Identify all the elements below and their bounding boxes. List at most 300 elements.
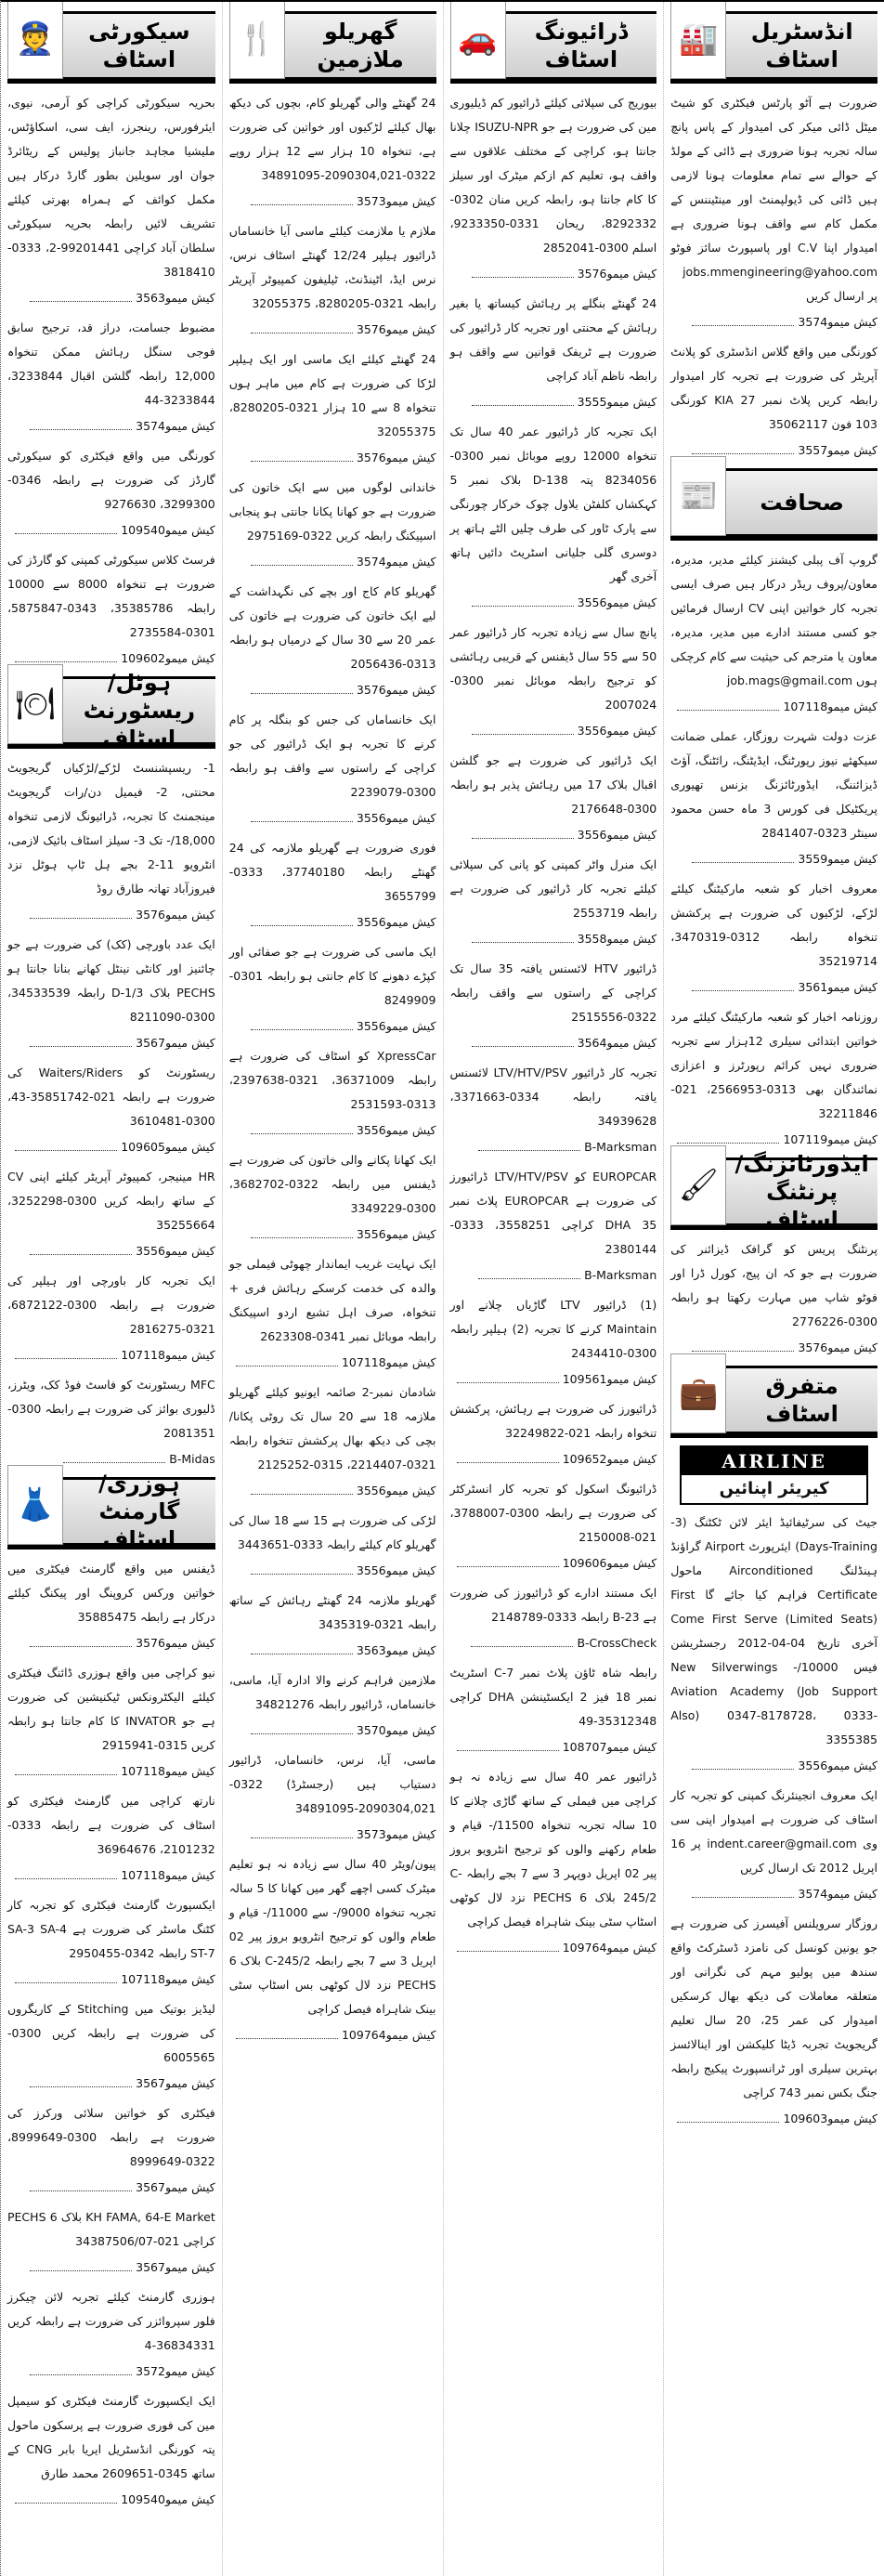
cash-memo <box>229 318 436 342</box>
cash-memo <box>670 2107 878 2131</box>
dotted-leader <box>30 1632 132 1647</box>
cash-memo <box>670 1754 878 1778</box>
classified-ad-text: 1- ریسپشنسٹ لڑکے/لڑکیاں گریجویٹ محنتی، 2- فیمیل دن/رات گریجویٹ مینجمنٹ کا تجربہ، ڈرائیونگ لازمی تنخواہ 18,000/- تک 3- سیلز اسٹاف بائیک لازمی، انٹرویو 11-2 بجے ہل ٹاپ ہوٹل نزد فیروزآباد تھانہ طارق روڈ <box>7 761 215 896</box>
cash-memo-number: 3576 <box>136 1636 165 1650</box>
classified-ad-text: ایکسپورٹ گارمنٹ فیکٹری کو تجربہ کار کٹنگ ماسٹر کی ضرورت ہے SA-3 SA-4 ST-7 رابطہ 0342-2950455 <box>7 1898 215 1960</box>
cash-memo-number: 3557 <box>798 443 828 457</box>
cash-memo-label: کیش میمو <box>164 2260 215 2274</box>
cash-memo-number: 3556 <box>356 1484 386 1497</box>
cash-memo <box>229 1118 436 1143</box>
cash-memo <box>7 1239 215 1263</box>
dotted-leader <box>478 1264 580 1279</box>
cash-memo-label: کیش میمو <box>827 1340 878 1354</box>
cash-memo <box>229 1719 436 1743</box>
dotted-leader <box>63 1448 165 1463</box>
classified-column <box>663 2 884 2576</box>
cash-memo-number: B-Marksman <box>584 1140 657 1154</box>
dotted-leader <box>457 1937 559 1952</box>
cash-memo-label: کیش میمو <box>606 1556 657 1570</box>
cash-memo-number: 109602 <box>121 651 165 665</box>
cash-memo-label: کیش میمو <box>164 1764 215 1778</box>
cash-memo <box>7 2256 215 2280</box>
cash-memo-label: کیش میمو <box>164 291 215 305</box>
cash-memo <box>7 414 215 438</box>
classified-ad-text: ڈیفنس میں واقع گارمنٹ فیکٹری میں خواتین ورکس کروپنگ اور پیکنگ کیلئے درکار ہے رابطہ 35885475 <box>7 1562 215 1624</box>
cash-memo <box>450 1135 657 1159</box>
cash-memo-label: کیش میمو <box>385 915 436 929</box>
section-title: گھریلو ملازمین <box>317 19 404 72</box>
classified-ad-text: 24 گھنٹے والی گھریلو کام، بچوں کی دیکھ بھال کیلئے لڑکیوں اور خواتین کی ضرورت ہے، تنخواہ 10 ہزار سے 12 ہزار روپے 0322-2090304,021-34891095 <box>228 96 436 182</box>
cash-memo <box>229 678 436 702</box>
cash-memo <box>7 518 215 543</box>
cash-memo-label: کیش میمو <box>606 724 657 738</box>
dotted-leader <box>251 1015 353 1030</box>
cash-memo-number: 107118 <box>121 1348 165 1362</box>
cash-memo-number: 107119 <box>783 1132 828 1146</box>
cash-memo-label: کیش میمو <box>164 523 215 537</box>
cash-memo-label: کیش میمو <box>164 1036 215 1050</box>
cash-memo-number: 3576 <box>798 1340 828 1354</box>
cash-memo-label: کیش میمو <box>606 1941 657 1955</box>
cash-memo-label: کیش میمو <box>827 315 878 329</box>
classified-ad-text: ایک تجربہ کار ڈرائیور عمر 40 سال تک تنخواہ 12000 روپے موبائل نمبر 0300-8234056 پتہ D-138 بلاک نمبر 5 کہکشاں کلفٹن بلاول چوک خرکار چورنگی سے پارک ٹاور کی طرف چلیں الٹے ہاتھ پر دوسری گلی جلیانی اسٹریٹ دائیں ہاتھ آخری گھر <box>449 425 657 583</box>
cash-memo-number: 3556 <box>136 1244 165 1258</box>
dotted-leader <box>692 976 794 991</box>
cash-memo-label: کیش میمو <box>164 908 215 922</box>
cash-memo <box>229 1639 436 1663</box>
dotted-leader <box>478 1136 580 1151</box>
dotted-leader <box>15 519 117 534</box>
section-title: ایڈورٹائزنگ/ پرنٹنگ اسٹاف <box>734 1151 869 1233</box>
cash-memo-number: 109605 <box>121 1140 165 1154</box>
cash-memo-label: کیش میمو <box>385 2028 436 2042</box>
cash-memo-label: کیش میمو <box>164 651 215 665</box>
cash-memo-label: کیش میمو <box>827 443 878 457</box>
classified-ad-text: شادمان نمبر-2 صائمہ ایونیو کیلئے گھریلو ملازمہ 18 سے 20 سال تک روٹی پکانا/بچی کی دیکھ بھال پرکشش تنخواہ رابطہ 0321-2214407، 0315-2125252 <box>228 1385 436 1471</box>
section-header <box>670 11 878 84</box>
classified-ad-text: روزگار سرویلنس آفیسرز کی ضرورت ہے جو یونین کونسل کی نامزد ڈسٹرکٹ واقع سندھ میں پولیو مہم کی نگرانی اور متعلقہ معاملات کی دیکھ بھال کرسکیں امیدوار کی عمر 25، 20 سال تعلیم گریجویٹ تجربہ ڈیٹا کلیکشن اور اینالائسز بہترین سیلری اور ٹرانسپورٹ پیکیج رابطہ جنگ بکس نمبر 743 کراچی <box>670 1916 878 2099</box>
cash-memo-number: 109540 <box>121 2492 165 2506</box>
cash-memo <box>670 310 878 334</box>
dotted-leader <box>472 592 574 607</box>
classified-ad-text: HR مینیجر، کمپیوٹر آپریٹر کیلئے اپنی CV کے ساتھ رابطہ کریں 0300-3252298، 35255664 <box>7 1170 215 1232</box>
cash-memo <box>450 1631 657 1655</box>
cash-memo-label: کیش میمو <box>164 1348 215 1362</box>
classified-ad-text: ضرورت ہے آٹو پارٹس فیکٹری کو شیٹ میٹل ڈائی میکر کی امیدوار کے پاس پانچ سالہ تجربہ ہونا ضروری ہے ڈائی کے مولڈ کے حوالے سے تمام معلومات ہونا لازمی ہیں ڈائی کی ڈیولپمنٹ اور مینٹیننس کے مکمل کام سے واقف ہونا ضروری ہے امیدوار اپنا C.V اور پاسپورٹ سائز فوٹو jobs.mmengineering@yahoo.com پر ارسال کریں <box>670 96 878 303</box>
cash-memo-number: 3556 <box>798 1759 828 1772</box>
cash-memo-number: 107118 <box>341 1355 386 1369</box>
dotted-leader <box>677 2108 779 2123</box>
classified-ad-text: گھریلو کام کاج اور بچے کی نگہداشت کے لیے ایک خاتون کی ضرورت ہے خاتون کی عمر 20 سے 30 سال کے درمیاں ہو رابطہ 0313-2056436 <box>228 584 436 671</box>
cash-memo <box>450 1367 657 1392</box>
dotted-leader <box>251 1720 353 1734</box>
section-title: ہوٹل/ ریسٹورنٹ اسٹاف <box>83 670 196 752</box>
dotted-leader <box>677 696 779 711</box>
cash-memo-label: کیش میمو <box>385 555 436 569</box>
cash-memo-number: 109652 <box>562 1452 607 1466</box>
dotted-leader <box>30 904 132 919</box>
cash-memo-label: کیش میمو <box>827 1887 878 1901</box>
classified-ad-text: ایک خانساماں کی جس کو بنگلہ پر کام کرنے کا تجربہ ہو ایک ڈرائیور کی جو کراچی کے راستوں سے واقف ہو رابطہ 0300-2239079 <box>228 713 436 799</box>
dotted-leader <box>251 1560 353 1575</box>
cash-memo <box>450 1447 657 1471</box>
dotted-leader <box>30 2360 132 2375</box>
section-title: صحافت <box>760 490 844 516</box>
cash-memo <box>229 1479 436 1503</box>
cash-memo-number: 109603 <box>783 2112 828 2125</box>
cash-memo-number: 109764 <box>341 2028 386 2042</box>
cash-memo <box>229 1351 436 1375</box>
cash-memo-number: B-Midas <box>169 1452 215 1466</box>
dotted-leader <box>692 848 794 863</box>
cash-memo-label: کیش میمو <box>164 1636 215 1650</box>
cash-memo-label: کیش میمو <box>606 1740 657 1754</box>
dotted-leader <box>472 263 574 278</box>
cash-memo-label: کیش میمو <box>164 1868 215 1882</box>
classified-ad-text: ڈرائیونگ اسکول کو تجربہ کار انسٹرکٹر کی ضرورت ہے رابطہ 0300-3788007، 021-2150008 <box>449 1482 657 1544</box>
cash-memo-label: کیش میمو <box>606 828 657 842</box>
cash-memo-number: 3574 <box>136 419 165 433</box>
cash-memo-label: کیش میمو <box>385 322 436 336</box>
cash-memo <box>7 1759 215 1784</box>
cash-memo-number: 109606 <box>562 1556 607 1570</box>
cash-memo <box>450 823 657 847</box>
classified-ad-text: خاندانی لوگوں میں سے ایک خاتون کی ضرورت ہے جو کھانا پکانا جانتی ہو پنجابی اسپیکنگ رابطہ کریں 0322-2975169 <box>228 480 436 543</box>
cash-memo-label: کیش میمو <box>385 1723 436 1737</box>
dotted-leader <box>251 1480 353 1495</box>
section-title: متفرق اسٹاف <box>765 1373 838 1427</box>
dotted-leader <box>251 1640 353 1654</box>
cash-memo <box>229 2023 436 2047</box>
dotted-leader <box>30 1032 132 1047</box>
dotted-leader <box>30 2256 132 2271</box>
cash-memo <box>229 550 436 574</box>
cash-memo <box>670 695 878 719</box>
dotted-leader <box>692 1755 794 1770</box>
classified-ad-text: فوری ضرورت ہے گھریلو ملازمہ کی 24 گھنٹے رابطہ 37740180، 0333-3655799 <box>228 841 436 903</box>
cash-memo-number: 3561 <box>798 980 828 994</box>
dotted-leader <box>251 679 353 694</box>
classified-column <box>222 2 443 2576</box>
cash-memo <box>229 1014 436 1039</box>
cash-memo <box>7 286 215 310</box>
classified-ad-text: 24 گھنٹے کیلئے ایک ماسی اور ایک ہیلپر لڑکا کی ضرورت ہے کام میں ماہر ہوں تنخواہ 8 سے 10 ہزار 0321-8280205، 32055375 <box>228 352 436 438</box>
cash-memo-number: 3567 <box>136 2260 165 2274</box>
dotted-leader <box>692 1337 794 1352</box>
cash-memo-label: کیش میمو <box>164 2076 215 2090</box>
cash-memo-label: کیش میمو <box>827 980 878 994</box>
dotted-leader <box>15 1864 117 1879</box>
dotted-leader <box>30 287 132 302</box>
cash-memo-label: کیش میمو <box>164 1244 215 1258</box>
car-key-icon: 🚗 <box>450 2 506 79</box>
cash-memo <box>450 1936 657 1960</box>
cash-memo <box>7 1135 215 1159</box>
dotted-leader <box>472 720 574 735</box>
cash-memo-label: کیش میمو <box>827 2112 878 2125</box>
classified-ad-text: MFC ریسٹورنٹ کو فاسٹ فوڈ کک، ویٹرز، ڈلیوری بوائز کی ضرورت ہے رابطہ 0300-2081351 <box>7 1378 215 1440</box>
cash-memo-number: 3555 <box>577 395 607 409</box>
section-header <box>229 11 436 84</box>
cash-memo <box>229 1823 436 1847</box>
classified-ad-text: ملازم یا ملازمت کیلئے ماسی آیا خانساماں ڈرائیور ہیلپر 12/24 گھنٹے اسٹاف نرس، نرس ایڈ، اٹینڈنٹ، ٹیلیفون کمپیوٹر آپریٹر رابطہ 0321-8280205، 32055375 <box>228 224 436 310</box>
cash-memo-label: کیش میمو <box>385 451 436 464</box>
dotted-leader <box>457 1736 559 1751</box>
classified-ad-text: لڑکی کی ضرورت ہے 15 سے 18 سال کی گھریلو کام کیلئے رابطہ 0333-3443651 <box>228 1513 436 1551</box>
cash-memo <box>670 975 878 1000</box>
classified-ad-text: ماسی، آیا، نرس، خانساماں، ڈرائیور دستیاب ہیں (رجسٹرڈ) 0322-2090304,021-34891095 <box>228 1753 436 1815</box>
classified-ad-text: ریسٹورنٹ کو Waiters/Riders کی ضرورت ہے رابطہ 021-35851742-43، 0300-3610481 <box>7 1066 215 1128</box>
cash-memo <box>7 2488 215 2512</box>
dotted-leader <box>251 447 353 462</box>
dotted-leader <box>15 1760 117 1775</box>
dotted-leader <box>236 2024 338 2039</box>
classified-ad-text: ایک معروف انجینئرنگ کمپنی کو تجربہ کار اسٹاف کی ضرورت ہے امیدوار اپنی سی وی indent.career@gmail.com پر 16 اپریل 2012 تک ارسال کریں <box>670 1788 878 1875</box>
banner-title: AIRLINE <box>682 1447 866 1475</box>
cash-memo <box>7 1863 215 1888</box>
dotted-leader <box>30 1240 132 1255</box>
cash-memo-label: کیش میمو <box>385 1123 436 1137</box>
cash-memo-number: 3576 <box>356 451 386 464</box>
dotted-leader <box>457 1368 559 1383</box>
classified-ad-text: کورنگی میں واقع فیکٹری کو سیکورٹی گارڈز کی ضرورت ہے رابطہ 0346-3299300، 9276630 <box>7 449 215 511</box>
classified-ad-text: ڈرائیور عمر 40 سال سے زیادہ نہ ہو کراچی میں فیملی کے ساتھ گاڑی چلانے کا 10 سالہ تجربہ تنخواہ 11500/- قیام و طعام رکھنے والوں کو ترجیح انٹرویو بروز پیر 02 اپریل دوپہر 3 سے 7 بجے رابطہ C-245/2 بلاک 6 PECHS نزد لال کوٹھی اسٹاپ سٹی بینک شاہراہ فیصل کراچی <box>449 1770 657 1929</box>
classified-ad-text: فیکٹری کو خواتین سلائی ورکرز کی ضرورت ہے رابطہ 0300-8999649، 0322-8999649 <box>7 2106 215 2168</box>
cash-memo <box>7 1343 215 1367</box>
dotted-leader <box>251 1223 353 1238</box>
section-header <box>670 1366 878 1438</box>
cash-memo <box>229 806 436 830</box>
dotted-leader <box>236 1352 338 1366</box>
classified-ad-text: ایک ڈرائیور کی ضرورت ہے جو گلشن اقبال بلاک 17 میں رہائش پذیر ہو رابطہ 0300-2176648 <box>449 753 657 816</box>
classified-ad-text: نیو کراچی میں واقع ہوزری ڈائنگ فیکٹری کیلئے الیکٹرونکس ٹیکنیشین کی ضرورت ہے جو INVATOR کا کام جانتا ہو رابطہ کریں 0315-2915941 <box>7 1666 215 1752</box>
classified-column <box>1 2 222 2576</box>
cash-memo-number: 3563 <box>136 291 165 305</box>
classified-ad-text: ایک تجربہ کار باورچی اور ہیلپر کی ضرورت ہے رابطہ 0300-6872122، 0321-2816275 <box>7 1274 215 1336</box>
cash-memo <box>229 190 436 214</box>
dotted-leader <box>457 1448 559 1463</box>
cash-memo-number: B-Marksman <box>584 1268 657 1282</box>
classified-ad-text: گروپ آف پبلی کیشنز کیلئے مدیر، مدیرہ، معاون/پروف ریڈر درکار ہیں صرف ایسی تجربہ کار خواتین اپنی CV ارسال فرمائیں جو کسی مستند ادارے میں مدیر، مدیرہ، معاون یا مترجم کی حیثیت سے کام کرچکی ہوں job.mags@gmail.com <box>670 553 878 687</box>
cash-memo <box>670 847 878 871</box>
classified-ad-text: ایک ماسی کی ضرورت ہے جو صفائی اور کپڑے دھونے کا کام جانتی ہو رابطہ 0301-8249909 <box>228 945 436 1007</box>
cash-memo-label: کیش میمو <box>385 1643 436 1657</box>
dotted-leader <box>692 439 794 454</box>
cash-memo-label: کیش میمو <box>385 1227 436 1241</box>
dotted-leader <box>692 1883 794 1898</box>
cash-memo-label: کیش میمو <box>164 2364 215 2378</box>
classified-ad-text: ایک منرل واٹر کمپنی کو پانی کی سپلائی کیلئے تجربہ کار ڈرائیور کی ضرورت ہے رابطہ 2553719 <box>449 857 657 920</box>
classified-ad-text: ایک کھانا پکانے والی خاتون کی ضرورت ہے ڈیفنس میں رابطہ 0322-3682702، 0300-3349229 <box>228 1153 436 1215</box>
cash-memo-label: کیش میمو <box>827 700 878 713</box>
classified-ad-text: ڈرائیور HTV لائسنس یافتہ 35 سال تک کراچی کے راستوں سے واقف رابطہ 0322-2515556 <box>449 961 657 1024</box>
banner-subtitle: کیریئر اپنائیں <box>719 1479 829 1498</box>
cash-memo-number: 3556 <box>577 828 607 842</box>
classified-ad-text: عزت دولت شہرت روزگار، عملی ضمانت سیکھئے نیوز رپورٹنگ، ایڈیٹنگ، رائٹنگ، آؤٹ ڈیزائننگ، ایڈورٹائزنگ بزنس تھیوری پریکٹیکل فی کورس 3 ماہ حسن محمود سینٹر 0323-2841407 <box>670 729 878 840</box>
cash-memo-label: کیش میمو <box>827 852 878 866</box>
cash-memo-label: کیش میمو <box>606 595 657 609</box>
classified-ad-text: نارتھ کراچی میں گارمنٹ فیکٹری کو اسٹاف کی ضرورت ہے رابطہ 0333-2101232، 36964676 <box>7 1794 215 1856</box>
dotted-leader <box>472 391 574 406</box>
cash-memo-label: کیش میمو <box>385 1484 436 1497</box>
classified-ad-text: (1) ڈرائیور LTV گاڑیاں چلانے اور Maintain کرنے کا تجربہ (2) ہیلپر رابطہ 0300-2434410 <box>449 1298 657 1360</box>
section-title: ڈرائیونگ اسٹاف <box>534 19 628 72</box>
section-header <box>450 11 657 84</box>
classified-ad-text: ایک عدد باورچی (کک) کی ضرورت ہے جو چائنیز اور کانٹی نینٹل کھانے بنانا جانتا ہو PECHS بلاک D-1/3 رابطہ 34533539، 0300-8211090 <box>7 937 215 1024</box>
briefcase-icon: 💼 <box>670 1353 726 1433</box>
cash-memo <box>670 1882 878 1906</box>
cash-memo <box>229 1559 436 1583</box>
cash-memo-number: 3576 <box>577 267 607 281</box>
cash-memo <box>450 719 657 743</box>
classified-ad-text: جیٹ کی سرٹیفائیڈ ایئر لائن ٹکٹنگ (3-Days-Training) ایئرپورٹ Airport گراؤنڈ ہینڈلنگ Airconditioned ماحول Certificate فراہم کیا جائے گا First Come First Serve (Limited Seats) آخری تاریخ 04-04-2012 رجسٹریشن فیس 10000/- New Silverwings Aviation Academy (Job Support Also) 0347-8178728، 0333-3355385 <box>670 1515 878 1746</box>
cash-memo <box>7 1631 215 1655</box>
cash-memo-label: کیش میمو <box>164 2492 215 2506</box>
section-header <box>670 468 878 541</box>
classified-ad-text: پانچ سال سے زیادہ تجربہ کار ڈرائیور عمر 50 سے 55 سال ڈیفنس کے قریبی رہائشی کو ترجیح رابطہ موبائل نمبر 0300-2007024 <box>449 625 657 712</box>
section-header <box>7 670 215 752</box>
cash-memo-label: کیش میمو <box>606 932 657 946</box>
classified-ad-text: گھریلو ملازمہ 24 گھنٹے رہائش کے ساتھ رابطہ 0321-3435319 <box>228 1593 436 1631</box>
cash-memo-number: 3556 <box>356 915 386 929</box>
dotted-leader <box>472 1032 574 1047</box>
dotted-leader <box>677 1129 779 1144</box>
cash-memo <box>7 2176 215 2200</box>
cash-memo-number: 3556 <box>356 1019 386 1033</box>
classified-ad-text: بحریہ سیکورٹی کراچی کو آرمی، نیوی، ایئرفورس، رینجرز، ایف سی، اسکاؤٹس، ملیشیا مجاہد جانباز پولیس کے ریٹائرڈ جوان اور سویلین بطور گارڈ درکار ہیں مکمل کوائف کے ہمراہ بھرتی کیلئے تشریف لائیں رابطہ بحریہ سیکورٹی سلطان آباد کراچی 99201441-2، 0333-3818410 <box>7 96 215 279</box>
cash-memo-label: کیش میمو <box>606 1452 657 1466</box>
section-header <box>670 1151 878 1233</box>
classified-ad-text: XpressCar کو اسٹاف کی ضرورت ہے رابطہ 36371009، 0321-2397638، 0313-2531593 <box>228 1049 436 1111</box>
classified-ad-text: فرسٹ کلاس سیکورٹی کمپنی کو گارڈز کی ضرورت ہے تنخواہ 8000 سے 10000 رابطہ 35385786، 0343-5875847، 0301-2735584 <box>7 553 215 639</box>
dotted-leader <box>251 190 353 205</box>
cash-memo-number: 3563 <box>356 1643 386 1657</box>
dotted-leader <box>30 2177 132 2191</box>
cash-memo <box>229 1223 436 1247</box>
cash-memo <box>450 1263 657 1288</box>
classified-ad-text: ہوزری گارمنٹ کیلئے تجربہ لائن چیکرز فلور سپروائزر کی ضرورت ہے رابطہ کریں 36834331-4 <box>7 2290 215 2352</box>
dotted-leader <box>15 647 117 662</box>
section-header <box>7 11 215 84</box>
cash-memo <box>450 390 657 414</box>
cash-memo-number: 3574 <box>798 1887 828 1901</box>
cash-memo-number: 3564 <box>577 1036 607 1050</box>
cash-memo-number: 3576 <box>356 683 386 697</box>
cash-memo-number: 3572 <box>136 2364 165 2378</box>
classified-ad-text: لیڈیز بوتیک میں Stitching کے کاریگروں کی ضرورت ہے رابطہ کریں 0300-6005565 <box>7 2002 215 2064</box>
dotted-leader <box>251 551 353 566</box>
cash-memo-number: 3556 <box>356 811 386 825</box>
cash-memo <box>7 903 215 927</box>
cash-memo-number: 3576 <box>136 908 165 922</box>
classified-column <box>443 2 664 2576</box>
cash-memo-number: 3556 <box>356 1227 386 1241</box>
utensils-icon: 🍴 <box>229 2 285 79</box>
cash-memo-number: 107118 <box>121 1972 165 1986</box>
cash-memo <box>229 446 436 470</box>
dotted-leader <box>15 1344 117 1359</box>
cash-memo-label: کیش میمو <box>385 1827 436 1841</box>
dotted-leader <box>251 1824 353 1838</box>
cash-memo-label: کیش میمو <box>385 811 436 825</box>
cash-memo-number: 3574 <box>798 315 828 329</box>
classified-ad-text: رابطہ شاہ ٹاؤن پلاٹ نمبر C-7 اسٹریٹ نمبر 18 فیز 2 ایکسٹینشن DHA کراچی 35312348-49 <box>449 1666 657 1728</box>
cash-memo-label: کیش میمو <box>164 419 215 433</box>
cash-memo-number: 3567 <box>136 1036 165 1050</box>
classified-ad-text: کورنگی میں واقع گلاس انڈسٹری کو پلانٹ آپریٹر کی ضرورت ہے تجربہ کار امیدوار رابطہ کریں پلاٹ نمبر 27 KIA کورنگی 103 فون 35062117 <box>670 345 878 431</box>
classified-ad-text: EUROPCAR کو LTV/HTV/PSV ڈرائیورز کی ضرورت ہے EUROPCAR پلاٹ نمبر 35 DHA کراچی 3558251، 0333-2380144 <box>449 1170 657 1256</box>
classified-ad-text: ایک نہایت غریب ایماندار چھوٹی فیملی جو والدہ کی خدمت کرسکے رہائش فری + تنخواہ، صرف اہل تشیع اردو اسپیکنگ رابطہ موبائل نمبر 0341-2623308 <box>228 1257 436 1343</box>
dotted-leader <box>472 928 574 943</box>
cash-memo-number: 3567 <box>136 2180 165 2194</box>
cash-memo-number: 3559 <box>798 852 828 866</box>
cash-memo-number: 3556 <box>577 595 607 609</box>
clothes-rack-icon: 👗 <box>7 1465 63 1545</box>
cash-memo-number: 3574 <box>356 555 386 569</box>
cash-memo <box>7 1968 215 1992</box>
cash-memo-number: 109540 <box>121 523 165 537</box>
classified-ad-text: ایک مستند ادارے کو ڈرائیورز کی ضرورت ہے B-23 رابطہ 0333-2148789 <box>449 1586 657 1624</box>
cash-memo-number: 3556 <box>356 1563 386 1577</box>
security-guard-icon: 👮 <box>7 2 63 79</box>
classified-ad-text: بیوریج کی سپلائی کیلئے ڈرائیور کم ڈیلیوری مین کی ضرورت ہے جو ISUZU-NPR چلانا جانتا ہو، کراچی کے مختلف علاقوں سے واقف ہو، تعلیم کم ازکم میٹرک اور سیلز کا کام جانتا ہو، رابطہ کریں منان 0302-8292332، ریحان 0331-9233350، اسلم 0300-2852041 <box>449 96 657 255</box>
cash-memo <box>7 2360 215 2384</box>
dotted-leader <box>251 807 353 822</box>
airline-banner <box>680 1445 868 1505</box>
cash-memo-label: کیش میمو <box>606 1372 657 1386</box>
cash-memo-number: 109561 <box>562 1372 607 1386</box>
dotted-leader <box>251 319 353 333</box>
cash-memo-number: 3570 <box>356 1723 386 1737</box>
dotted-leader <box>472 824 574 839</box>
cash-memo-label: کیش میمو <box>385 683 436 697</box>
cash-memo-number: 107118 <box>121 1764 165 1778</box>
section-title: سیکورٹی اسٹاف <box>88 19 190 72</box>
brushes-icon: 🖌 <box>670 1145 726 1225</box>
classified-ad-text: پرنٹنگ پریس کو گرافک ڈیزائنر کی ضرورت ہے جو کہ ان پیج، کورل ڈرا اور فوٹو شاپ میں مہارت رکھتا ہو رابطہ 0300-2776226 <box>670 1242 878 1328</box>
dotted-leader <box>15 1136 117 1151</box>
cash-memo-label: کیش میمو <box>606 267 657 281</box>
classified-ad-text: تجربہ کار ڈرائیور LTV/HTV/PSV لائسنس یافتہ رابطہ 0334-3371663، 34939628 <box>449 1066 657 1128</box>
cash-memo-number: 3567 <box>136 2076 165 2090</box>
cash-memo <box>450 591 657 615</box>
factory-icon: 🏭 <box>670 2 726 79</box>
classified-ad-text: ڈرائیورز کی ضرورت ہے رہائش، پرکشش تنخواہ رابطہ 021-32249822 <box>449 1402 657 1440</box>
dotted-leader <box>471 1632 573 1647</box>
newspaper-icon: 📰 <box>670 456 726 536</box>
cash-memo-number: 3573 <box>356 1827 386 1841</box>
cash-memo-number: 108707 <box>562 1740 607 1754</box>
cash-memo-label: کیش میمو <box>385 194 436 208</box>
cash-memo-label: کیش میمو <box>827 1759 878 1772</box>
dotted-leader <box>251 1119 353 1134</box>
cash-memo <box>450 1735 657 1759</box>
dotted-leader <box>251 911 353 926</box>
classified-ad-text: روزنامہ اخبار کو شعبہ مارکیٹنگ کیلئے مرد خواتین ابتدائی سیلری 12ہزار سے تجربہ ضروری نہیں کرائم رپورٹرز و اعزازی نمائندگان بھی 0313-2566953، 021-32211846 <box>670 1010 878 1120</box>
dotted-leader <box>457 1552 559 1567</box>
classified-ad-text: پیون/ویٹر 40 سال سے زیادہ نہ ہو تعلیم میٹرک کسی اچھے گھر میں کھانا کا 5 سالہ تجربہ تنخواہ 9000/- سے 11000/- قیام و طعام والوں کو ترجیح انٹرویو بروز پیر 02 اپریل 3 سے 7 بجے رابطہ C-245/2 بلاک 6 PECHS نزد لال کوٹھی بس اسٹاپ سٹی بینک شاہراہ فیصل کراچی <box>228 1857 436 2016</box>
classified-ad-text: 24 گھنٹے بنگلے پر رہائش کیساتھ یا بغیر رہائش کے محنتی اور تجربہ کار ڈرائیور کی ضرورت ہے ٹریفک قوانین سے واقف ہو رابطہ ناظم آباد کراچی <box>449 296 657 383</box>
section-title: انڈسٹریل اسٹاف <box>750 19 853 72</box>
classified-ad-text: ملازمین فراہم کرنے والا ادارہ آیا، ماسی، خانساماں، ڈرائیور رابطہ 34821276 <box>228 1673 436 1711</box>
dotted-leader <box>15 1968 117 1983</box>
classified-ad-text: مضبوط جسامت، دراز قد، ترجیح سابق فوجی سنگل رہائش ممکن تنخواہ 12,000 رابطہ گلشن اقبال 3233844، 3233844-44 <box>7 320 215 407</box>
cash-memo <box>450 1031 657 1055</box>
dotted-leader <box>30 415 132 430</box>
cash-memo-number: 107118 <box>121 1868 165 1882</box>
cash-memo-label: کیش میمو <box>606 1036 657 1050</box>
section-title: ہوزری/گارمنٹ اسٹاف <box>98 1471 180 1552</box>
